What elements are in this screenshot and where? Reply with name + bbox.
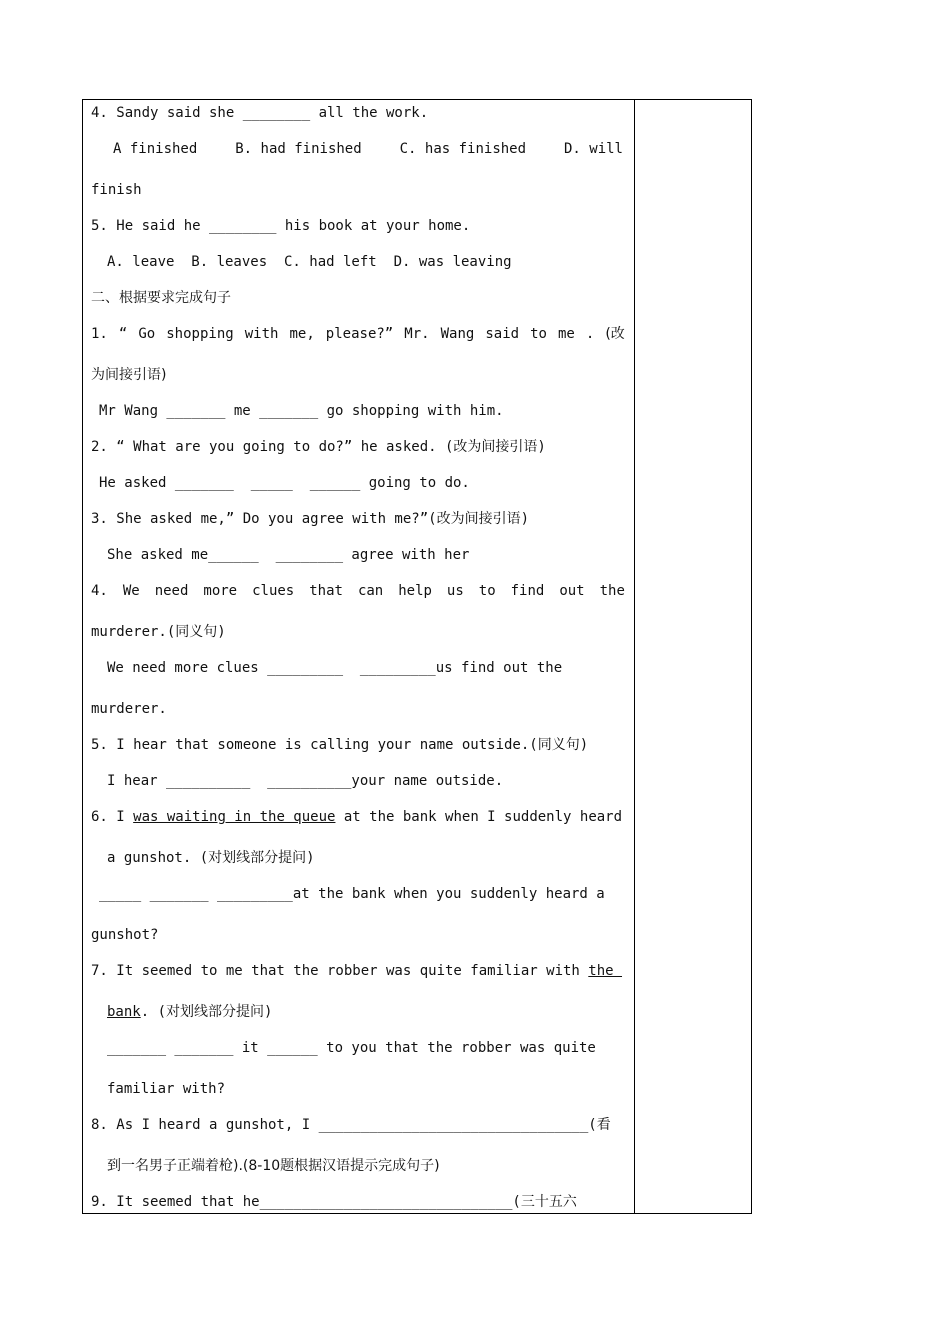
option-d: D. will (563, 141, 623, 157)
mc-question-4: 4. Sandy said she ________ all the work. (91, 105, 429, 121)
question-5: 5. I hear that someone is calling your name outside.(同义句) (91, 737, 589, 753)
option-a: A finished (113, 141, 198, 157)
underlined-phrase: the (588, 963, 623, 979)
question-2-answer: He asked _______ _____ ______ going to do. (99, 475, 470, 491)
underlined-phrase: bank (107, 1004, 141, 1020)
question-9: 9. It seemed that he______________________________(三十五六 (91, 1194, 577, 1210)
question-8-wrap: 到一名男子正端着枪).(8-10题根据汉语提示完成句子) (107, 1158, 440, 1174)
question-6-wrap: a gunshot. (对划线部分提问) (107, 850, 315, 866)
underlined-phrase: was waiting in the queue (133, 809, 336, 825)
mc-question-4-options (113, 140, 623, 158)
question-3-answer: She asked me______ ________ agree with her (107, 547, 470, 563)
option-b: B. had finished (235, 141, 362, 157)
question-4-answer-wrap: murderer. (91, 701, 167, 717)
question-4-answer: We need more clues _________ _________us find out the (107, 660, 563, 676)
mc-question-4-options-wrap: finish (91, 182, 142, 198)
question-4: 4. We need more clues that can help us to find out the (91, 583, 625, 599)
worksheet-table (82, 99, 752, 1214)
notes-column (635, 100, 751, 1213)
question-5-answer: I hear __________ __________your name outside. (107, 773, 504, 789)
question-7-answer: _______ _______ it ______ to you that the robber was quite (107, 1040, 596, 1056)
mc-question-5: 5. He said he ________ his book at your home. (91, 218, 471, 234)
question-1: 1. “ Go shopping with me, please?” Mr. Wang said to me . (改 (91, 326, 625, 342)
question-2: 2. “ What are you going to do?” he asked. (改为间接引语) (91, 439, 546, 455)
question-7-wrap: bank. (对划线部分提问) (107, 1004, 273, 1020)
question-6-answer: _____ _______ _________at the bank when you suddenly heard a (99, 886, 605, 902)
question-1-wrap: 为间接引语) (91, 367, 167, 383)
question-6-answer-wrap: gunshot? (91, 927, 159, 943)
question-4-wrap: murderer.(同义句) (91, 624, 226, 640)
question-6: 6. I was waiting in the queue at the bank when I suddenly heard (91, 809, 623, 825)
mc-question-5-options: A. leave B. leaves C. had left D. was leaving (107, 254, 512, 270)
question-3: 3. She asked me,” Do you agree with me?”(改为间接引语) (91, 511, 530, 527)
question-7-answer-wrap: familiar with? (107, 1081, 226, 1097)
section-heading: 二、根据要求完成句子 (91, 290, 231, 306)
question-1-answer: Mr Wang _______ me _______ go shopping with him. (99, 403, 504, 419)
question-7: 7. It seemed to me that the robber was quite familiar with the (91, 963, 623, 979)
exercise-content (91, 100, 631, 1213)
question-8: 8. As I heard a gunshot, I ________________________________(看 (91, 1117, 611, 1133)
option-c: C. has finished (399, 141, 527, 157)
